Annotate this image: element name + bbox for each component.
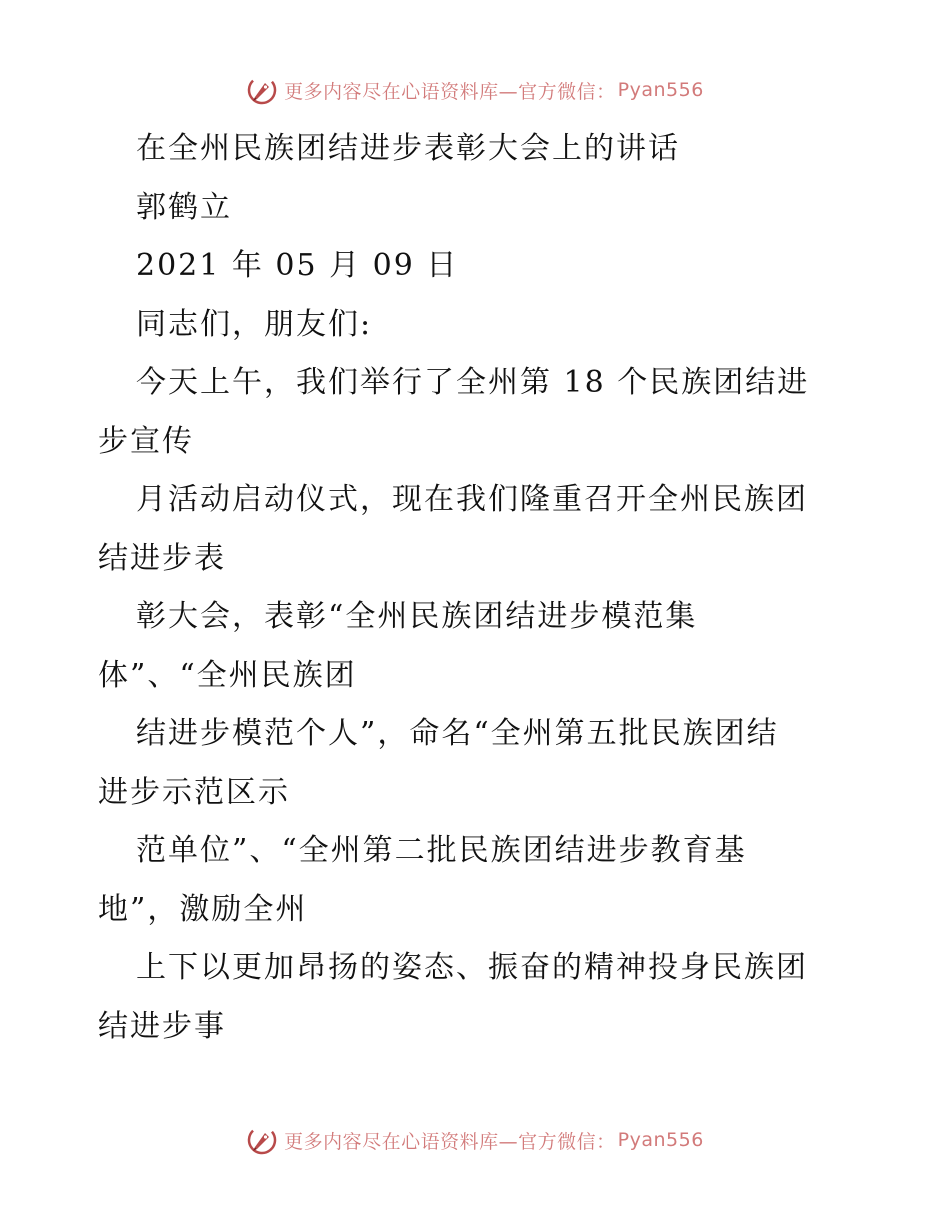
- paragraph-line: 彰大会，表彰“全州民族团结进步模范集: [136, 599, 698, 634]
- watermark-banner-top: [0, 70, 950, 110]
- document-title: 在全州民族团结进步表彰大会上的讲话: [136, 131, 680, 166]
- paragraph-line: 地”，激励全州: [98, 891, 308, 927]
- paragraph-line: 月活动启动仪式，现在我们隆重召开全州民族团: [136, 482, 808, 517]
- watermark-account: Pyan556: [617, 1129, 704, 1151]
- watermark-account: Pyan556: [617, 79, 704, 101]
- paragraph-line: 进步示范区示: [98, 774, 290, 810]
- pen-nib-icon: [246, 74, 278, 106]
- paragraph-line: 范单位”、“全州第二批民族团结进步教育基: [136, 833, 747, 868]
- pen-nib-icon: [246, 1124, 278, 1156]
- document-salutation: 同志们，朋友们:: [136, 306, 373, 342]
- paragraph-line: 结进步模范个人”，命名“全州第五批民族团结: [136, 716, 779, 751]
- watermark-banner-bottom: [0, 1120, 950, 1160]
- paragraph-line: 步宣传: [98, 423, 194, 459]
- paragraph-line: 今天上午，我们举行了全州第 18 个民族团结进: [136, 365, 810, 400]
- paragraph-line: 结进步表: [98, 540, 226, 576]
- paragraph-line: 体”、“全州民族团: [98, 657, 357, 693]
- document-body: [98, 120, 858, 1056]
- watermark-text: 更多内容尽在心语资料库—官方微信：: [284, 80, 616, 103]
- document-author: 郭鹤立: [136, 189, 232, 225]
- watermark-text: 更多内容尽在心语资料库—官方微信：: [284, 1130, 616, 1153]
- paragraph-line: 上下以更加昂扬的姿态、振奋的精神投身民族团: [136, 950, 808, 985]
- document-date: 2021 年 05 月 09 日: [136, 248, 459, 283]
- paragraph-line: 结进步事: [98, 1008, 226, 1044]
